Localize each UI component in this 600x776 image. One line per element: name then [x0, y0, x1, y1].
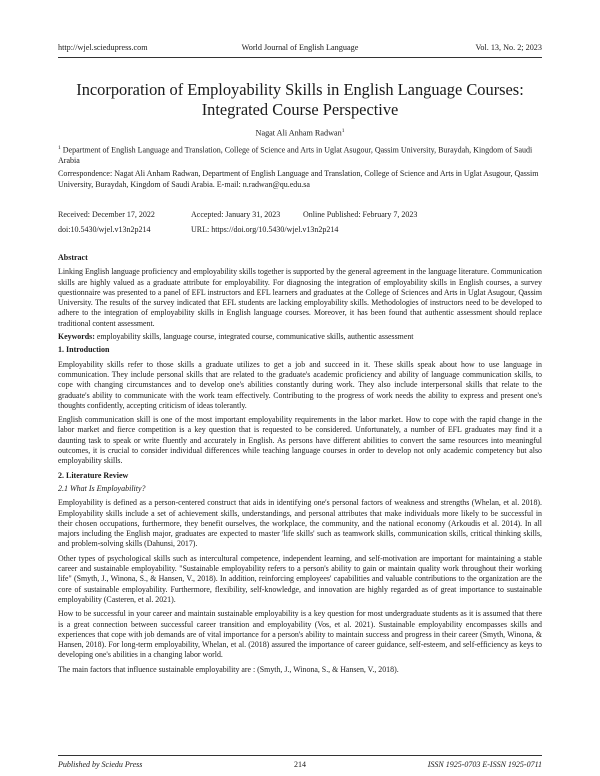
literature-paragraph-1: Employability is defined as a person-centered construct that aids in identifying one's personal factors of weakness and strengths (Whelan, et al. 2018). Employability skills include a set of achievement skills, understandings, and personal attributes that make individuals more likely to be successful in their chosen occupations, furthermore, they benefit ourselves, the workplace, the community, and the national economy (Arkoudis et al. 2014). In all majors including the English major, graduates are expected to master 'life skills' such as teamwork skills, communication skills, critical thinking skills, and problem-solving skills (Dahunsi, 2017).: [58, 498, 542, 549]
header-rule: [58, 57, 542, 58]
doi-url[interactable]: URL: https://doi.org/10.5430/wjel.v13n2p214: [191, 225, 339, 234]
running-header: [58, 43, 542, 57]
section-literature-heading: 2. Literature Review: [58, 470, 129, 480]
subsection-heading: 2.1 What Is Employability?: [58, 483, 146, 493]
received-date: Received: December 17, 2022: [58, 210, 155, 219]
page-number: 214: [294, 760, 306, 769]
author-name: Nagat Ali Anham Radwan: [255, 128, 342, 138]
literature-paragraph-3: How to be successful in your career and maintain sustainable employability is a key question for most undergraduate students as it is assumed that there is a great connection between successful career transition and employability (Vos, et al. 2021). Sustainable employability encompasses skills and experiences that cope with job demands are of vital importance for a person's ability to maintain success and progress in their career (Smyth, Winona, & Hansen, 2018). For long-term employability, Whelan, et al. (2018) assured the importance of career guidance, self-esteem, and self-efficiency as keys to developing one's abilities in a changing labor world.: [58, 609, 542, 660]
accepted-date: Accepted: January 31, 2023: [191, 210, 281, 219]
publisher: Published by Sciedu Press: [58, 760, 143, 769]
issn: ISSN 1925-0703 E-ISSN 1925-0711: [427, 760, 542, 769]
affiliation-sup: 1: [58, 145, 61, 151]
abstract-heading: Abstract: [58, 253, 88, 262]
intro-paragraph-1: Employability skills refer to those skills a graduate utilizes to get a job and succeed in it. These skills speak about how to use language in communication. They include personal skills that are related to the graduate's academic proficiency and ability of language communication skills, to cope with changing circumstances and to develop one's abilities constantly during work. They also include interpersonal skills that relate to the graduate's ability to communicate with the work team effectively. Contributing to the progress of work needs the ability to express and present one's thoughts confidently, accepting criticism of ideas tolerantly.: [58, 359, 542, 410]
affiliation: [58, 143, 542, 167]
intro-paragraph-2: English communication skill is one of the most important employability requirements in the labor market. How to cope with the rapid change in the labor market and fierce competition is a key question that is requested to be considered. Unfortunately, a number of EFL graduates may find it a daunting task to speak or write fluently and accurately in English. As persons have different abilities to convert the same resources into meaningful outcomes, it is crucial to consider individual differences while teaching language courses in order to develop not only academic competency but also employability skills.: [58, 415, 542, 466]
keywords-text: employability skills, language course, integrated course, communicative skills, authentic assessment: [96, 332, 414, 342]
literature-paragraph-4: The main factors that influence sustainable employability are : (Smyth, J., Winona, S., & Hansen, V., 2018).: [58, 664, 399, 674]
footer-rule: [58, 755, 542, 756]
journal-name: World Journal of English Language: [241, 43, 359, 52]
paper-title: [58, 80, 542, 120]
title-line-1: Incorporation of Employability Skills in English Language Courses:: [76, 80, 524, 99]
doi: doi:10.5430/wjel.v13n2p214: [58, 225, 151, 234]
abstract-section: [58, 253, 542, 675]
volume-info: Vol. 13, No. 2; 2023: [475, 43, 542, 52]
author-line: [58, 128, 542, 138]
keywords-label: Keywords:: [58, 332, 95, 342]
journal-url[interactable]: http://wjel.sciedupress.com: [58, 43, 148, 52]
page-footer: [58, 760, 542, 772]
literature-paragraph-2: Other types of psychological skills such as intercultural competence, independent learning, and self-motivation are important for maintaining a stable career and sustainable employability. "Sustainable employability refers to a person's ability to gain or maintain quality work throughout their working life" (Smyth, J., Winona, S., & Hansen, V., 2018). In addition, reinforcing employees' capabilities and valuable contributions to the organization are the core of sustainable employability. Furthermore, flexibility, self-knowledge, and innovation are highly regarded as of great importance to sustainable employability (Casteren, et al. 2021).: [58, 553, 542, 604]
correspondence: Correspondence: Nagat Ali Anham Radwan, Department of English Language and Translation, College of Science and Arts in Uglat Asugour, Qassim University, Buraydah, Kingdom of Saudi Arabia. E-mail: n.radwan@qu.edu.sa: [58, 169, 539, 189]
abstract-text: Linking English language proficiency and employability skills together is supported by the general agreement in the language literature. Communication skills are highly valued as a graduate attribute for employability. For diagnosing the integration of employability skills in English courses, a survey questionnaire was presented to a panel of EFL instructors and EFL learners and graduates at the College of Sciences and Arts in Uglat Asugour, Qassim University. The results of the survey indicated that EFL students are lacking employability skills. Methodologies of instructors need to be developed to adhere to the integration of employability skills in English language courses. Moreover, it has been found that authentic assessment should replace traditional content assessment.: [58, 267, 542, 328]
keywords: [58, 332, 542, 342]
affiliation-text: Department of English Language and Translation, College of Science and Arts in Uglat Asugour, Qassim University, Buraydah, Kingdom of Saudi Arabia: [58, 145, 533, 166]
section-introduction-heading: 1. Introduction: [58, 345, 110, 355]
title-line-2: Integrated Course Perspective: [201, 100, 399, 119]
author-sup: 1: [341, 128, 345, 134]
published-date: Online Published: February 7, 2023: [303, 210, 418, 219]
